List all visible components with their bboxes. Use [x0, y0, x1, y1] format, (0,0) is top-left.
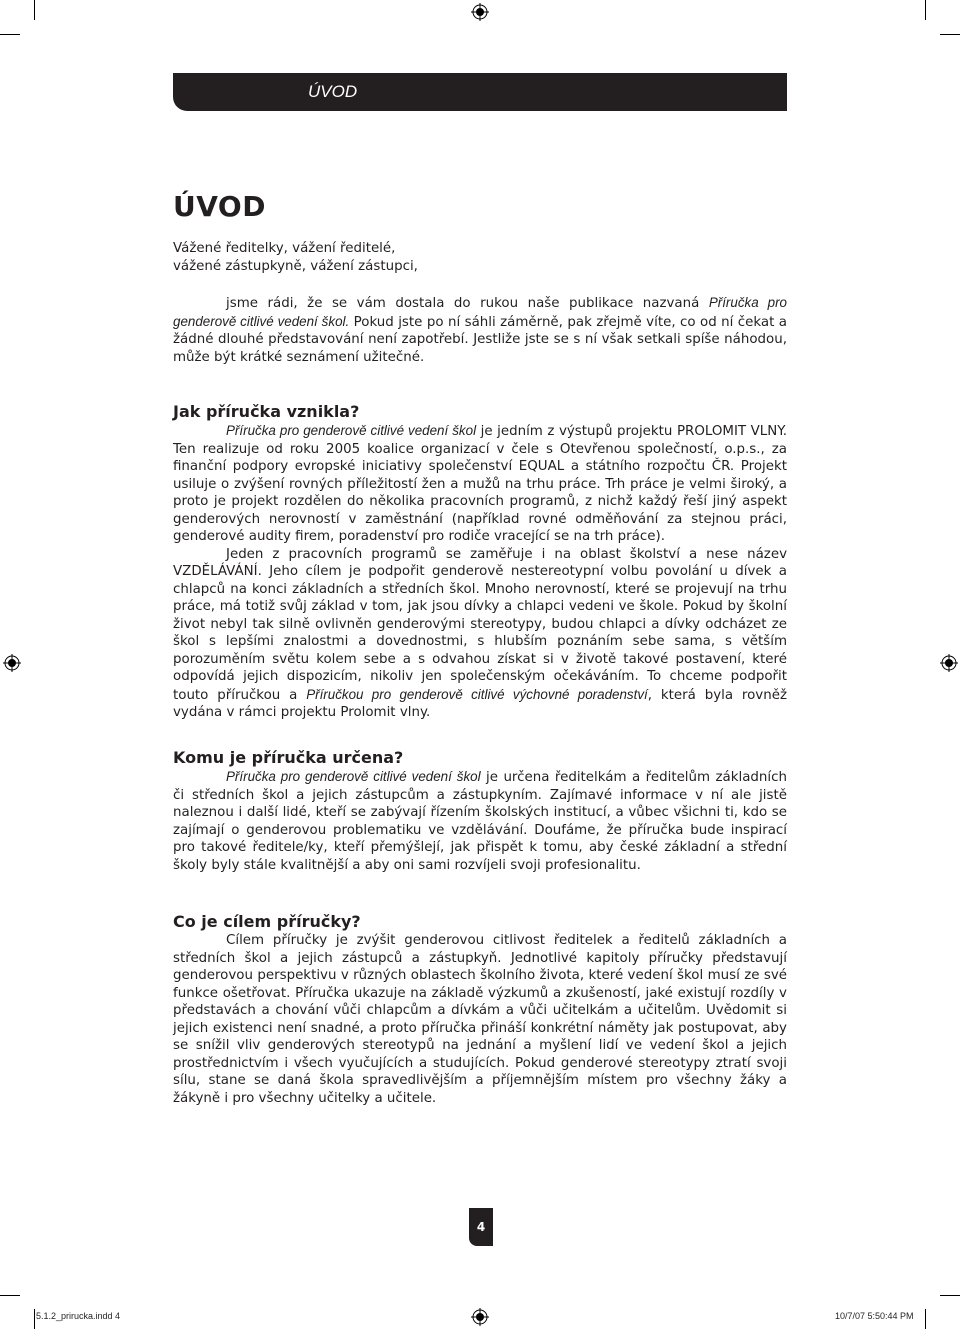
footer-file-name: 5.1.2_prirucka.indd 4 [36, 1311, 121, 1321]
paragraph-text: Jeden z pracovních programů se zaměřuje i na oblast školství a nese název VZDĚLÁVÁNÍ. Jeho cílem je podpořit genderově nestereotypní volbu povolání u dívek a chlapců na konci základních a středních škol. Mnoho nerovností, které se projevují na trhu práce, má totiž svůj základ v tom, jak jsou dívky a chlapci vedeni ve škole. Pokud by školní život nebyl tak silně ovlivněn genderovými stereotypy, budou chlapci a dívky odcházet ze škol s lepšími znalostmi a dovednostmi, s hlubším poznáním sebe sama, s větším porozuměním světu kolem sebe a s odvahou získat si v životě takové postavení, které odpovídá jejich dispozicím, nikoliv jen společenským očekáváním. To chceme podpořit touto příručkou a [173, 546, 787, 703]
registration-mark-icon [3, 654, 21, 672]
registration-mark-icon [940, 654, 958, 672]
crop-mark [925, 0, 926, 20]
greeting [173, 240, 787, 275]
intro-text: jsme rádi, že se vám dostala do rukou naše publikace nazvaná [226, 296, 709, 311]
registration-mark-icon [471, 3, 489, 21]
greeting-line: vážené zástupkyně, vážení zástupci, [173, 258, 418, 274]
crop-mark [940, 1295, 960, 1296]
crop-mark [0, 34, 20, 35]
crop-mark [34, 0, 35, 20]
intro-paragraph [173, 294, 787, 366]
page-title: ÚVOD [173, 190, 266, 223]
intro-text: Pokud jste po ní sáhli záměrně, pak zřejmě víte, co od ní čekat a žádné dlouhé představování není zapotřebí. Jestliže jste se s ní však setkali spíše náhodou, může být krátké seznámení užitečné. [173, 314, 787, 365]
section-heading: Komu je příručka určena? [173, 748, 404, 767]
crop-mark [0, 1295, 20, 1296]
footer-timestamp: 10/7/07 5:50:44 PM [835, 1311, 914, 1321]
publication-title: Příručka pro genderově citlivé vedení škol [226, 769, 481, 784]
section-target-audience [173, 748, 787, 874]
paragraph-text: je jedním z výstupů projektu PROLOMIT VLNY. Ten realizuje od roku 2005 koalice organizací v čele s Otevřenou společností, o.p.s., za finanční podpory evropské iniciativy společenství EQUAL a státního rozpočtu ČR. Projekt usiluje o zvýšení rovných příležitostí žen a mužů na trhu práce. Trh práce je velmi široký, a proto je projekt rozdělen do několika pracovních programů, z nichž každý řeší jiný aspekt genderových nerovností v zaměstnání (například rovné odměňování za stejnou práci, genderové audity firem, poradenství pro rodiče vracející se na trh práce). [173, 424, 787, 544]
crop-mark [925, 1309, 926, 1329]
publication-title: Příručkou pro genderově citlivé výchovné poradenství [306, 686, 648, 702]
section-goal [173, 912, 787, 1107]
section-how-created [173, 402, 787, 722]
paragraph-text: je určena ředitelkám a ředitelům základních či středních škol a jejich zástupcům a zástupkyním. Zajímavé informace v ní ale jistě naleznou i další lidé, kteří se zabývají řízením školských institucí, a vůbec všichni ti, kdo se zajímají o genderovou problematiku ve vzdělávání. Doufáme, že příručka bude inspirací pro takové ředitele/ky, kteří přemýšlejí, jak přispět k tomu, aby české základní a střední školy byly stále kvalitnější a aby oni sami rozvíjeli svoji profesionalitu. [173, 770, 787, 873]
section-heading: Jak příručka vznikla? [173, 402, 360, 421]
crop-mark [940, 34, 960, 35]
publication-title: Příručka pro genderově citlivé vedení škol [226, 423, 477, 438]
greeting-line: Vážené ředitelky, vážení ředitelé, [173, 241, 396, 256]
chapter-header-title: ÚVOD [308, 82, 358, 101]
publication-title: Příručka pro genderově citlivé vedení škol. [173, 295, 787, 329]
paragraph-text: Cílem příručky je zvýšit genderovou citlivost ředitelek a ředitelů základních a středních škol a jejich zástupců a zástupkyň. Jednotlivé kapitoly příručky představují genderovou perspektivu v různých oblastech školního života, které vedení škol musí ze své funkce ošetřovat. Příručka ukazuje na základě výzkumů a zkušeností, jaké existují rozdíly v představách a chování vůči chlapcům a dívkám a vůči učitelkám a učitelům. Uvědomit si jejich existenci není snadné, a proto příručka přináší konkrétní náměty jak postupovat, aby se snížil vliv genderových stereotypů na jednání a myšlení lidí ve vedení škol a jejich prostřednictvím i všech vyučujících a studujících. Pokud genderové stereotypy ztratí svoji sílu, stane se daná škola spravedlivějším a příjemnějším místem pro všechny žáky a žákyně i pro všechny učitelky a učitele. [173, 933, 787, 1106]
page-number: 4 [469, 1208, 493, 1246]
crop-mark [34, 1309, 35, 1329]
registration-mark-icon [471, 1308, 489, 1326]
paragraph-text: , která byla rovněž vydána v rámci projektu Prolomit vlny. [173, 687, 787, 720]
section-heading: Co je cílem příručky? [173, 912, 361, 931]
chapter-header-band [173, 73, 787, 111]
